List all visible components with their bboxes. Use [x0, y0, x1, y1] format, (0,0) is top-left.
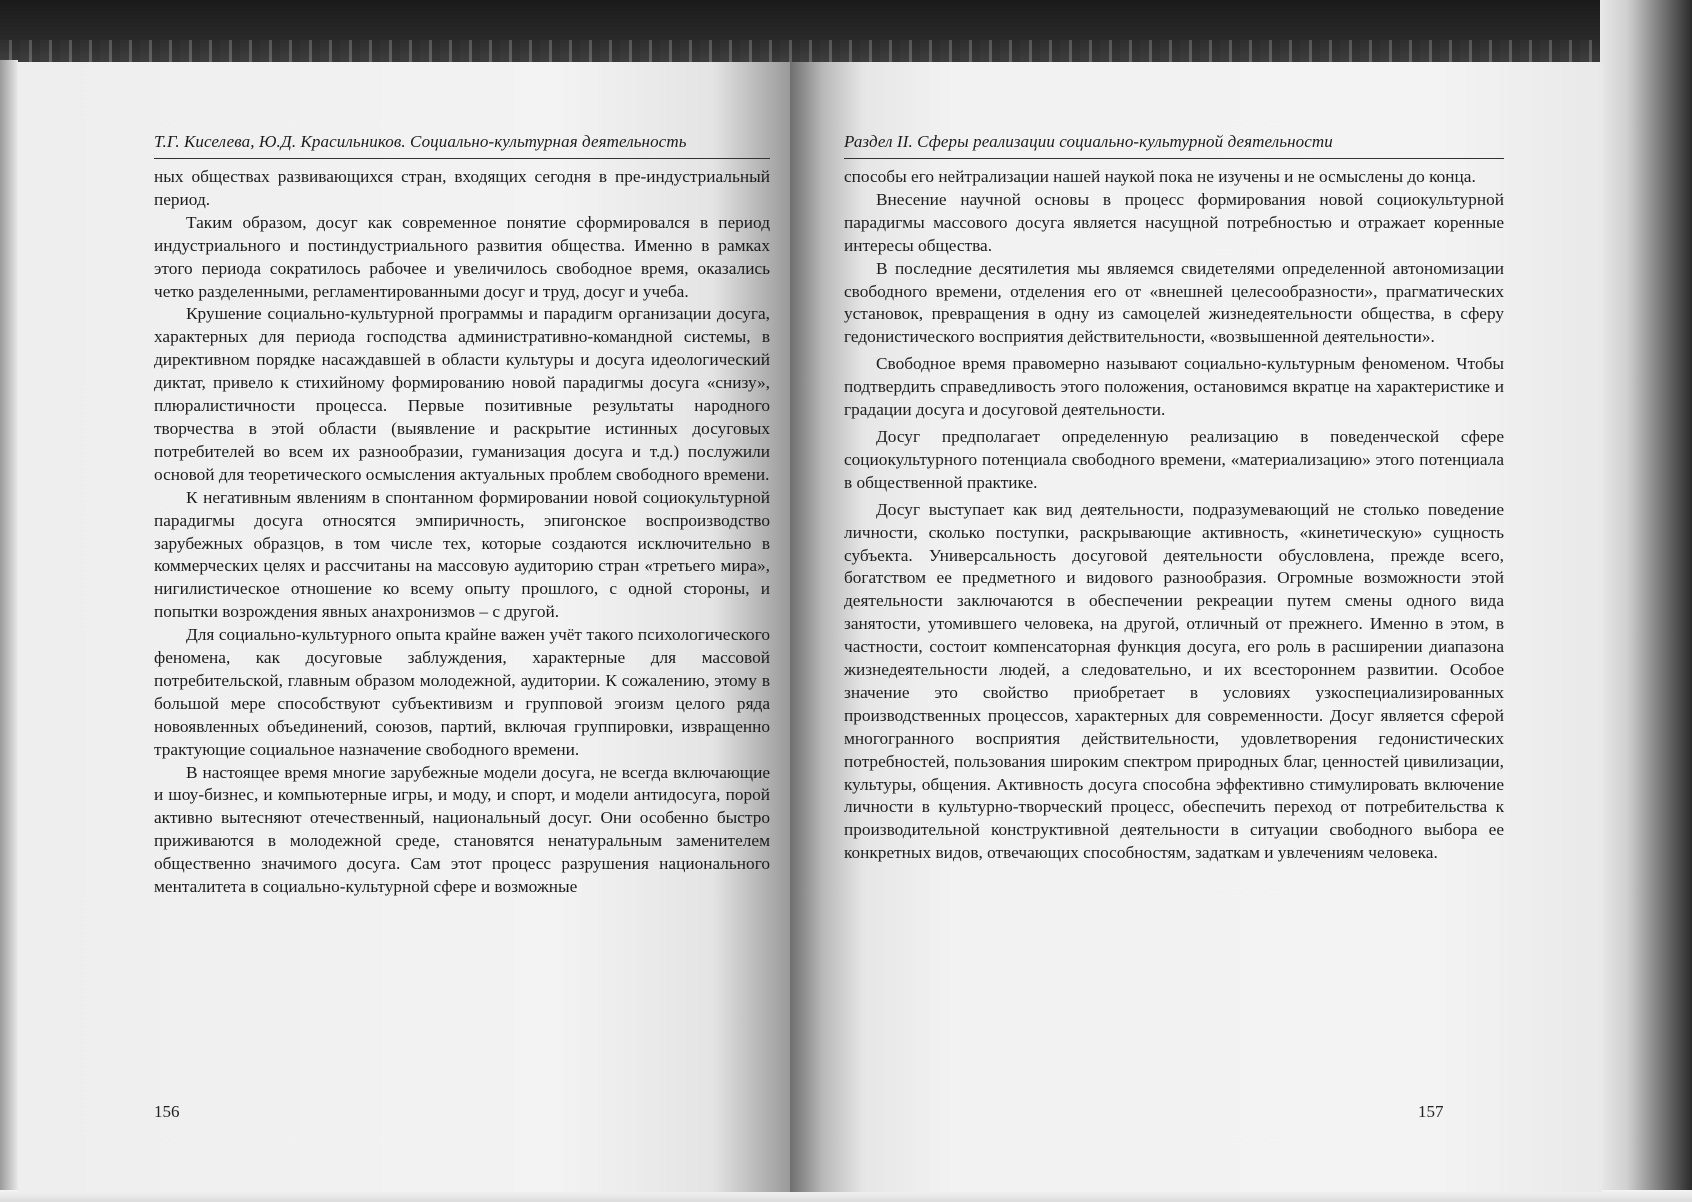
right-paragraph-6: Досуг выступает как вид деятельности, подразумевающий не столько поведение личности, сколько поступки, раскрывающие активность, «кинетическую» сущность субъекта. Универсальность досуговой деятельности обусловлена, прежде всего, богатством ее предметного и видового разнообразия. Огромные возможности этой деятельности заключаются в обеспечении рекреации путем смены одного вида занятости, утомившего человека, на другой, отличный от прежнего. Именно в этом, в частности, состоит компенсаторная функция досуга, его роль в расширении диапазона жизнедеятельности людей, а следовательно, и их всестороннем развитии. Особое значение это свойство приобретает в условиях узкоспециализированных производственных процессов, характерных для современности. Досуг является сферой многогранного восприятия действительности, удовлетворения гедонистических потребностей, пользования широким спектром природных благ, ценностей цивилизации, культуры, общения. Активность досуга способна эффективно стимулировать включение личности в культурно-творческий процесс, обеспечить переход от потребительства к производительной конструктивной деятельности в ситуации свободного выбора ее конкретных видов, отвечающих способностям, задаткам и увлечениям человека. — [844, 499, 1504, 863]
left-paragraph-2: Таким образом, досуг как современное понятие сформировался в период индустриального и постиндустриального развития общества. Именно в рамках этого периода сократилось рабочее и увеличилось свободное время, оказались четко разделенными, регламентированными досуг и труд, досуг и учеба. — [154, 212, 770, 301]
book-left-edge — [0, 60, 18, 1202]
left-paragraph-1: ных обществах развивающихся стран, входящих сегодня в пре-индустриальный период. — [154, 167, 770, 209]
left-paragraph-4: К негативным явлениям в спонтанном формировании новой социокультурной парадигмы досуга относятся эмпиричность, эпигонское воспроизводство зарубежных образцов, в том числе тех, которые создаются исключительно в коммерческих целях и рассчитаны на массовую аудиторию стран «третьего мира», нигилистическое отношение ко всему опыту прошлого, с одной стороны, и попытки возрождения явных анахронизмов – с другой. — [154, 487, 770, 622]
right-running-head: Раздел II. Сферы реализации социально-культурной деятельности — [844, 132, 1333, 151]
left-paragraph-3: Крушение социально-культурной программы и парадигм организации досуга, характерных для периода господства административно-командной системы, в директивном порядке насаждавшей в области культуры и досуга идеологический диктат, привело к стихийному формированию новой парадигмы досуга «снизу», плюралистичности процесса. Первые позитивные результаты народного творчества в этой области (выявление и раскрытие истинных досуговых потребителей во всем их разнообразии, гуманизация досуга и т.д.) послужили основой для теоретического осмысления актуальных проблем свободного времени. — [154, 304, 770, 484]
book-right-edge — [1600, 0, 1692, 1202]
right-page-number: 157 — [1418, 1102, 1444, 1121]
left-running-head: Т.Г. Киселева, Ю.Д. Красильников. Социально-культурная деятельность — [154, 132, 687, 151]
left-page — [18, 62, 790, 1192]
book-top-edge — [0, 0, 1692, 70]
right-page — [790, 62, 1602, 1192]
right-paragraph-5: Досуг предполагает определенную реализацию в поведенческой сфере социокультурного потенциала свободного времени, «материализацию» этого потенциала в общественной практике. — [844, 426, 1504, 492]
right-header-rule — [844, 158, 1504, 159]
left-paragraph-5: Для социально-культурного опыта крайне важен учёт такого психологического феномена, как досуговые заблуждения, характерные для массовой потребительской, главным образом молодежной, аудитории. К сожалению, этому в большой мере способствуют субъективизм и групповой эгоизм целого ряда новоявленных объединений, союзов, партий, включая группировки, извращенно трактующие социальное назначение свободного времени. — [154, 625, 770, 759]
left-page-number: 156 — [154, 1102, 180, 1121]
right-paragraph-4: Свободное время правомерно называют социально-культурным феноменом. Чтобы подтвердить справедливость этого положения, остановимся вкратце на характеристике и градации досуга и досуговой деятельности. — [844, 354, 1504, 420]
right-paragraph-1: способы его нейтрализации нашей наукой пока не изучены и не осмыслены до конца. — [844, 167, 1476, 186]
right-page-text — [844, 166, 1504, 865]
right-paragraph-3: В последние десятилетия мы являемся свидетелями определенной автономизации свободного времени, отделения его от «внешней целесообразности», прагматических установок, превращения в одну из самоцелей жизнедеятельности общества, в сферу гедонистического восприятия действительности, «возвышенной деятельности». — [844, 258, 1504, 347]
left-header-rule — [154, 158, 770, 159]
right-paragraph-2: Внесение научной основы в процесс формирования новой социокультурной парадигмы массового досуга является насущной потребностью и отражает коренные интересы общества. — [844, 189, 1504, 255]
left-page-text — [154, 166, 770, 899]
left-paragraph-6: В настоящее время многие зарубежные модели досуга, не всегда включающие и шоу-бизнес, и компьютерные игры, и моду, и спорт, и модели антидосуга, порой активно вытесняют отечественный, национальный досуг. Они особенно быстро приживаются в молодежной среде, становятся ненатуральным заменителем общественно значимого досуга. Сам этот процесс разрушения национального менталитета в социально-культурной сфере и возможные — [154, 762, 770, 897]
